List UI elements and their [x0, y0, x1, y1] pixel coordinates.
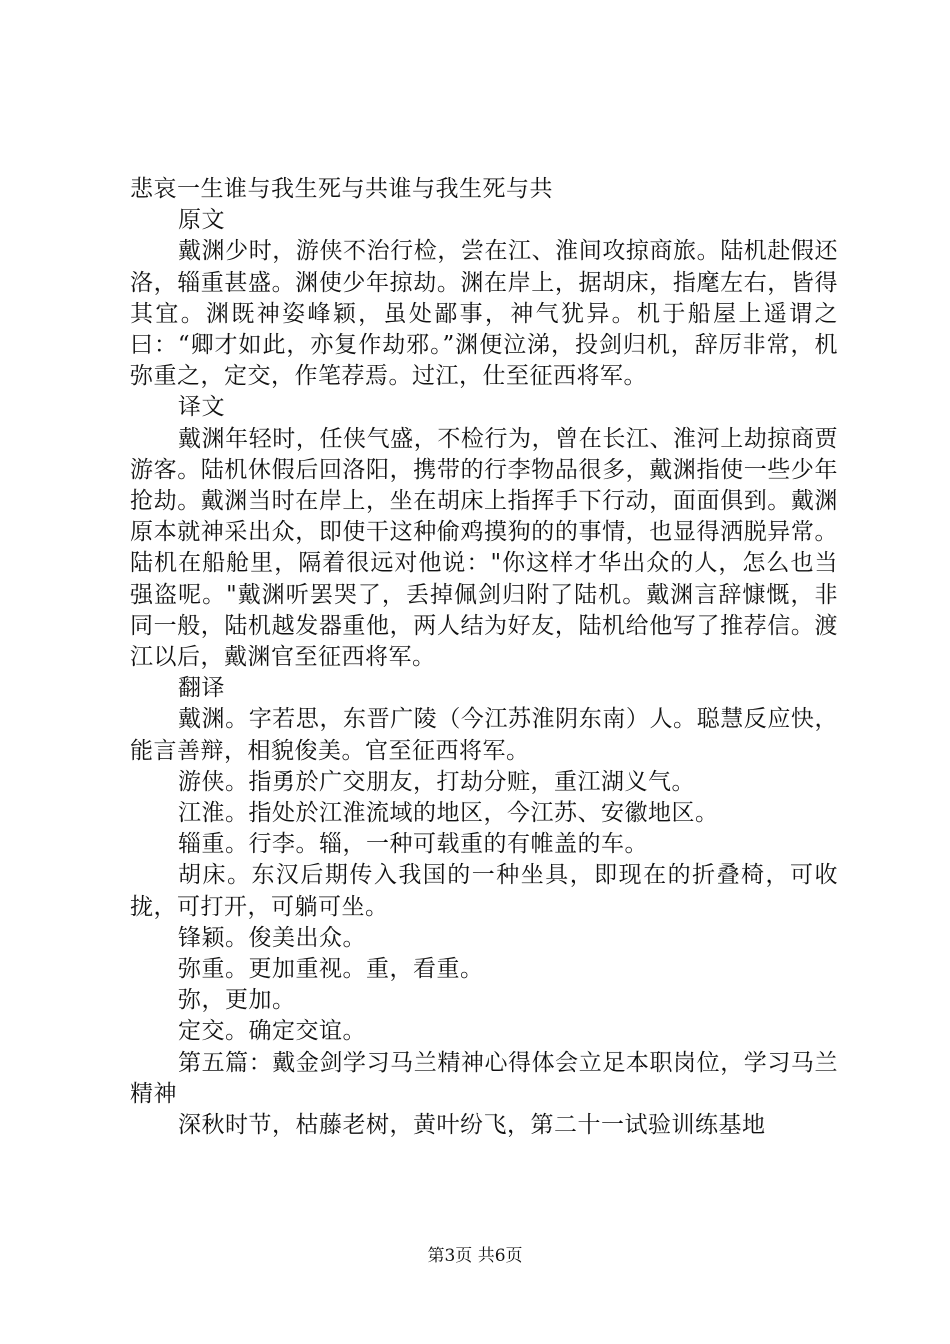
section-heading-notes: 翻译	[178, 675, 225, 702]
document-body	[130, 174, 838, 1141]
paragraph: 江淮。指处於江淮流域的地区，今江苏、安徽地区。	[178, 800, 719, 827]
paragraph: 游侠。指勇於广交朋友，打劫分赃，重江湖义气。	[178, 768, 695, 795]
page-footer	[0, 1241, 950, 1266]
paragraph: 戴渊。字若思，东晋广陵（今江苏淮阴东南）人。聪慧反应快，能言善辩，相貌俊美。官至征西将军。	[130, 706, 838, 764]
paragraph: 悲哀一生谁与我生死与共谁与我生死与共	[130, 176, 553, 202]
paragraph: 定交。确定交谊。	[178, 1018, 366, 1045]
paragraph: 弥，更加。	[178, 987, 296, 1014]
page-number: 第3页 共6页	[427, 1246, 523, 1266]
paragraph: 戴渊年轻时，任侠气盛，不检行为，曾在长江、淮河上劫掠商贾游客。陆机休假后回洛阳，携带的行李物品很多，戴渊指使一些少年抢劫。戴渊当时在岸上，坐在胡床上指挥手下行动，面面俱到。戴渊原本就神采出众，即使干这种偷鸡摸狗的的事情，也显得洒脱异常。陆机在船舱里，隔着很远对他说："你这样才华出众的人，怎么也当强盗呢。"戴渊听罢哭了，丢掉佩剑归附了陆机。戴渊言辞慷慨，非同一般，陆机越发器重他，两人结为好友，陆机给他写了推荐信。渡江以后，戴渊官至征西将军。	[130, 425, 838, 671]
section-heading-translation: 译文	[178, 394, 225, 421]
section-heading-part-five: 第五篇：戴金剑学习马兰精神心得体会立足本职岗位，学习马兰精神	[130, 1049, 838, 1107]
paragraph: 胡床。东汉后期传入我国的一种坐具，即现在的折叠椅，可收拢，可打开，可躺可坐。	[130, 862, 838, 920]
section-heading-original: 原文	[178, 207, 225, 234]
paragraph: 弥重。更加重视。重，看重。	[178, 956, 484, 983]
paragraph: 辎重。行李。辎，一种可载重的有帷盖的车。	[178, 831, 648, 858]
paragraph: 戴渊少时，游侠不治行检，尝在江、淮间攻掠商旅。陆机赴假还洛，辎重甚盛。渊使少年掠劫。渊在岸上，据胡床，指麾左右，皆得其宜。渊既神姿峰颖，虽处鄙事，神气犹异。机于船屋上遥谓之曰：“卿才如此，亦复作劫邪。”渊便泣涕，投剑归机，辞厉非常，机弥重之，定交，作笔荐焉。过江，仕至征西将军。	[130, 238, 838, 390]
paragraph: 深秋时节，枯藤老树，黄叶纷飞，第二十一试验训练基地	[178, 1112, 766, 1139]
paragraph: 锋颖。俊美出众。	[178, 924, 366, 951]
